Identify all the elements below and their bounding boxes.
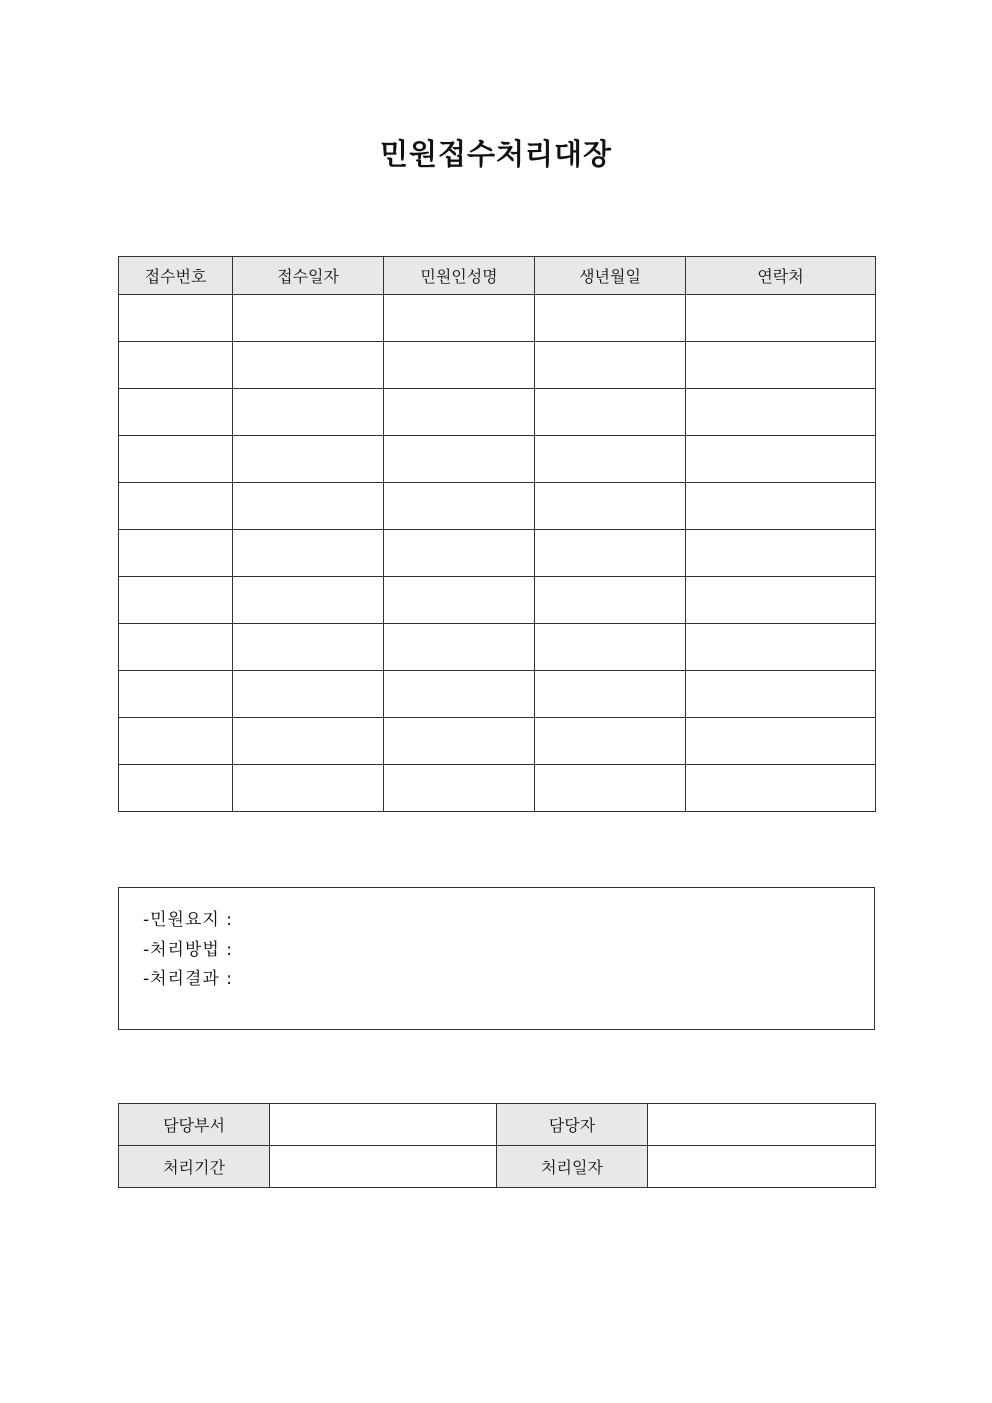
table-cell[interactable] [535,342,686,389]
table-cell[interactable] [119,436,233,483]
table-cell[interactable] [535,389,686,436]
table-cell[interactable] [233,718,384,765]
table-row [119,342,876,389]
table-row [119,765,876,812]
column-header-contact: 연락처 [686,257,876,295]
person-in-charge-label: 담당자 [497,1104,648,1146]
table-cell[interactable] [119,389,233,436]
table-cell[interactable] [686,483,876,530]
column-header-birth-date: 생년월일 [535,257,686,295]
sign-table [118,1103,876,1188]
table-cell[interactable] [233,483,384,530]
table-row [119,624,876,671]
table-cell[interactable] [384,718,535,765]
table-cell[interactable] [535,483,686,530]
table-row [119,530,876,577]
table-cell[interactable] [384,342,535,389]
table-cell[interactable] [119,342,233,389]
table-cell[interactable] [535,624,686,671]
table-cell[interactable] [686,765,876,812]
table-cell[interactable] [384,577,535,624]
column-header-receipt-no: 접수번호 [119,257,233,295]
table-cell[interactable] [119,624,233,671]
processing-period-field[interactable] [270,1146,497,1188]
column-header-receipt-date: 접수일자 [233,257,384,295]
table-cell[interactable] [535,765,686,812]
table-cell[interactable] [233,577,384,624]
table-row [119,389,876,436]
table-cell[interactable] [535,671,686,718]
department-field[interactable] [270,1104,497,1146]
table-cell[interactable] [384,483,535,530]
table-cell[interactable] [535,718,686,765]
table-cell[interactable] [233,389,384,436]
sign-row-2 [119,1146,876,1188]
memo-result-line: -처리결과 : [143,969,233,989]
table-row [119,295,876,342]
table-cell[interactable] [686,530,876,577]
table-cell[interactable] [384,389,535,436]
register-header-row [119,257,876,295]
table-cell[interactable] [686,577,876,624]
table-cell[interactable] [233,624,384,671]
table-row [119,671,876,718]
processing-date-field[interactable] [648,1146,876,1188]
department-label: 담당부서 [119,1104,270,1146]
table-cell[interactable] [119,718,233,765]
processing-period-label: 처리기간 [119,1146,270,1188]
table-cell[interactable] [535,295,686,342]
table-row [119,718,876,765]
table-cell[interactable] [119,765,233,812]
table-cell[interactable] [119,483,233,530]
table-cell[interactable] [233,295,384,342]
table-cell[interactable] [233,436,384,483]
table-cell[interactable] [384,295,535,342]
table-row [119,577,876,624]
table-cell[interactable] [233,765,384,812]
table-cell[interactable] [233,530,384,577]
table-cell[interactable] [535,577,686,624]
table-cell[interactable] [535,436,686,483]
table-cell[interactable] [233,671,384,718]
table-cell[interactable] [686,295,876,342]
table-row [119,436,876,483]
table-cell[interactable] [384,765,535,812]
table-cell[interactable] [686,342,876,389]
memo-lines [143,906,233,995]
table-cell[interactable] [119,295,233,342]
table-cell[interactable] [686,718,876,765]
register-body [119,295,876,812]
memo-box [118,887,875,1030]
table-cell[interactable] [233,342,384,389]
processing-date-label: 처리일자 [497,1146,648,1188]
table-cell[interactable] [119,671,233,718]
table-cell[interactable] [686,389,876,436]
memo-summary-line: -민원요지 : [143,910,233,930]
table-cell[interactable] [686,436,876,483]
register-table [118,256,876,812]
table-cell[interactable] [119,530,233,577]
table-cell[interactable] [384,671,535,718]
page-title: 민원접수처리대장 [379,137,613,171]
table-cell[interactable] [686,671,876,718]
table-row [119,483,876,530]
table-cell[interactable] [384,436,535,483]
memo-method-line: -처리방법 : [143,939,233,960]
table-cell[interactable] [686,624,876,671]
person-in-charge-field[interactable] [648,1104,876,1146]
table-cell[interactable] [384,624,535,671]
table-cell[interactable] [384,530,535,577]
column-header-applicant-name: 민원인성명 [384,257,535,295]
table-cell[interactable] [535,530,686,577]
table-cell[interactable] [119,577,233,624]
sign-row-1 [119,1104,876,1146]
